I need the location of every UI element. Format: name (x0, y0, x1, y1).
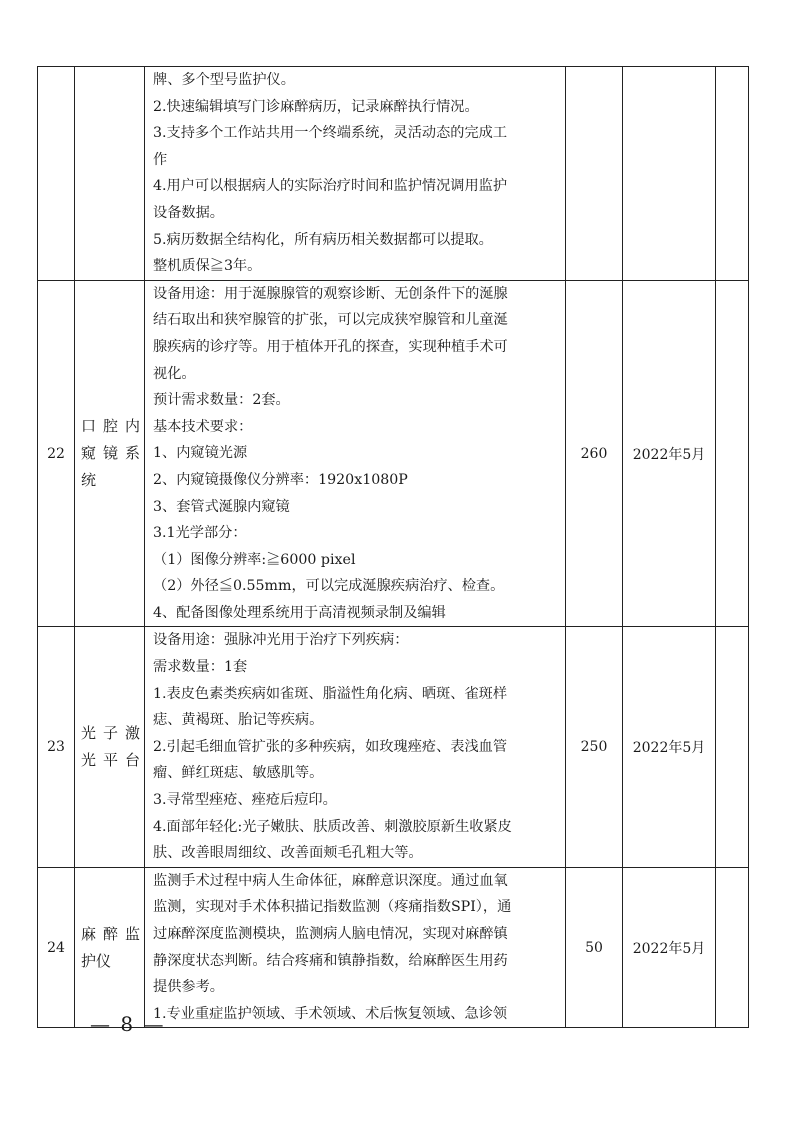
requirement-line: （2）外径≦0.55mm，可以完成涎腺疾病治疗、检查。 (153, 578, 505, 595)
equipment-name (75, 867, 145, 1028)
equipment-name-line: 麻醉监 (81, 924, 140, 943)
equipment-name (75, 67, 145, 281)
equipment-name (75, 280, 145, 627)
requirement-line: 静深度状态判断。结合疼痛和镇静指数，给麻醉医生用药 (153, 952, 508, 969)
requirement-line: 作 (153, 151, 168, 168)
requirement-line: 过麻醉深度监测模块，监测病人脑电情况，实现对麻醉镇 (153, 926, 508, 942)
equipment-name-line: 窥镜系 (81, 444, 140, 463)
table-row (38, 280, 749, 627)
requirement-line: 需求数量：1套 (153, 659, 248, 676)
item-number: 22 (38, 280, 75, 627)
technical-requirements (145, 280, 566, 627)
budget-amount: 250 (566, 627, 623, 867)
technical-requirements (145, 867, 566, 1028)
requirement-line: 痣、黄褐斑、胎记等疾病。 (153, 712, 324, 729)
requirement-line: 1.专业重症监护领域、手术领域、术后恢复领域、急诊领 (153, 1005, 508, 1022)
requirement-line: 腺疾病的诊疗等。用于植体开孔的探查，实现种植手术可 (153, 338, 508, 355)
remarks-cell (716, 280, 749, 627)
requirement-line: 3、套管式涎腺内窥镜 (153, 498, 290, 515)
table-row (38, 67, 749, 281)
equipment-name-line: 护仪 (81, 951, 112, 970)
item-number: 23 (38, 627, 75, 867)
requirement-line: 提供参考。 (153, 979, 224, 996)
purchase-date (623, 67, 716, 281)
requirement-line: 肤、改善眼周细纹、改善面颊毛孔粗大等。 (153, 845, 423, 862)
page-number: — 8 — (90, 1012, 166, 1036)
requirement-line: 1、内窥镜光源 (153, 445, 248, 462)
purchase-date: 2022年5月 (623, 280, 716, 627)
requirement-line: 基本技术要求： (153, 418, 253, 435)
requirement-line: 整机质保≧3年。 (153, 258, 262, 275)
purchase-date: 2022年5月 (623, 867, 716, 1028)
equipment-name-line: 口腔内 (81, 417, 140, 436)
budget-amount: 50 (566, 867, 623, 1028)
requirement-line: 4.用户可以根据病人的实际治疗时间和监护情况调用监护 (153, 178, 508, 195)
requirement-line: 视化。 (153, 365, 196, 382)
requirement-line: 设备用途：用于涎腺腺管的观察诊断、无创条件下的涎腺 (153, 285, 508, 302)
requirement-line: 牌、多个型号监护仪。 (153, 72, 295, 88)
equipment-name-line: 光平台 (81, 751, 140, 770)
requirement-line: 1.表皮色素类疾病如雀斑、脂溢性角化病、晒斑、雀斑样 (153, 685, 508, 702)
requirement-line: 2、内窥镜摄像仪分辨率：1920x1080P (153, 471, 408, 488)
requirement-line: 监测，实现对手术体积描记指数监测（疼痛指数SPI），通 (153, 899, 512, 916)
requirement-line: 设备数据。 (153, 204, 224, 221)
purchase-date: 2022年5月 (623, 627, 716, 867)
requirement-line: 2.引起毛细血管扩张的多种疾病，如玫瑰痤疮、表浅血管 (153, 738, 508, 755)
equipment-name (75, 627, 145, 867)
technical-requirements (145, 67, 566, 281)
requirement-line: 4.面部年轻化:光子嫩肤、肤质改善、刺激胶原新生收紧皮 (153, 818, 512, 835)
equipment-name-line: 光子激 (81, 724, 140, 743)
requirement-line: 4、配备图像处理系统用于高清视频录制及编辑 (153, 604, 446, 621)
requirement-line: 瘤、鲜红斑痣、敏感肌等。 (153, 765, 324, 782)
equipment-name-line: 统 (81, 471, 97, 490)
technical-requirements (145, 627, 566, 867)
remarks-cell (716, 867, 749, 1028)
item-number (38, 67, 75, 281)
table-row (38, 867, 749, 1028)
budget-amount (566, 67, 623, 281)
requirement-line: 3.寻常型痤疮、痤疮后痘印。 (153, 792, 337, 809)
table-row (38, 627, 749, 867)
item-number: 24 (38, 867, 75, 1028)
requirement-line: 设备用途：强脉冲光用于治疗下列疾病： (153, 632, 409, 649)
equipment-table (37, 66, 749, 1028)
requirement-line: （1）图像分辨率:≧6000 pixel (153, 551, 356, 568)
requirement-line: 预计需求数量：2套。 (153, 392, 290, 409)
requirement-line: 3.支持多个工作站共用一个终端系统，灵活动态的完成工 (153, 125, 508, 142)
requirement-line: 监测手术过程中病人生命体征，麻醉意识深度。通过血氧 (153, 872, 508, 889)
remarks-cell (716, 67, 749, 281)
remarks-cell (716, 627, 749, 867)
requirement-line: 3.1光学部分： (153, 525, 247, 542)
requirement-line: 2.快速编辑填写门诊麻醉病历，记录麻醉执行情况。 (153, 98, 479, 115)
requirement-line: 5.病历数据全结构化，所有病历相关数据都可以提取。 (153, 231, 493, 248)
requirement-line: 结石取出和狭窄腺管的扩张，可以完成狭窄腺管和儿童涎 (153, 312, 508, 329)
budget-amount: 260 (566, 280, 623, 627)
